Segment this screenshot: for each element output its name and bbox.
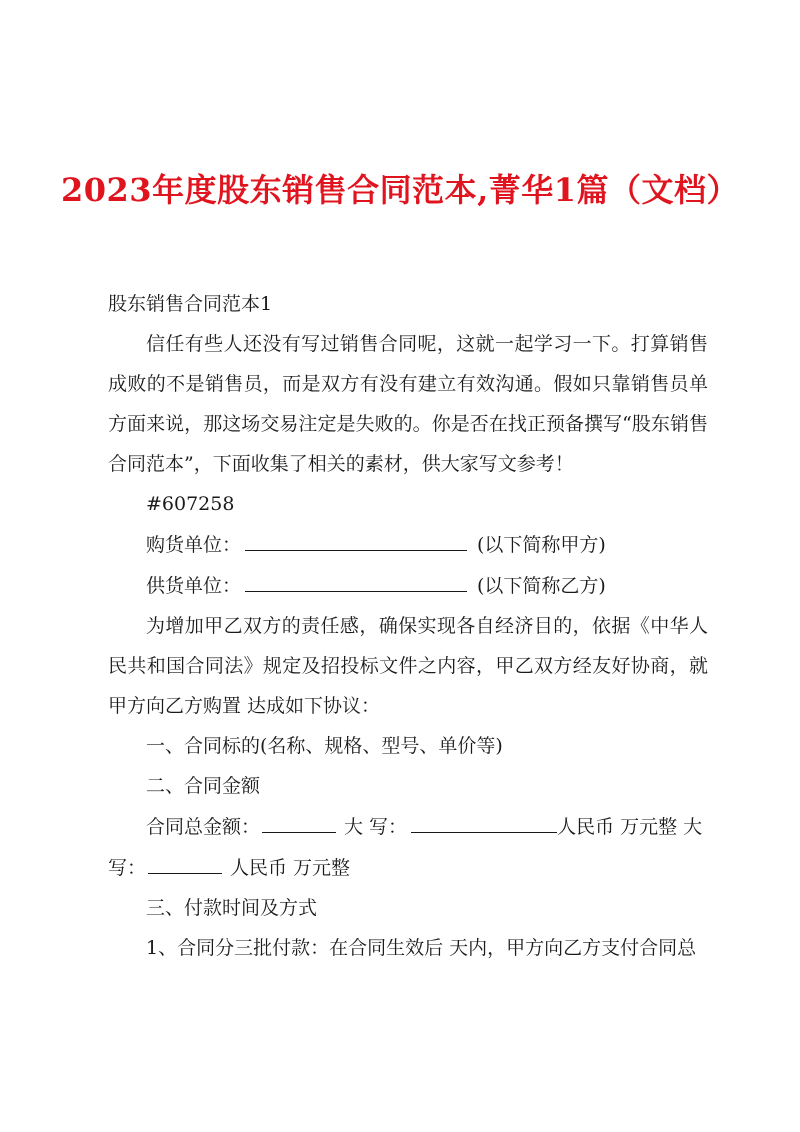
amount-unit: 人民币 万元整 大 [557,816,703,838]
amount-caps-blank [411,806,557,833]
amount-blank [262,806,336,833]
amount-label: 合同总金额： [146,816,261,838]
buyer-label: 购货单位： [146,534,242,556]
document-body [108,284,708,968]
section-1-heading: 一、合同标的(名称、规格、型号、单价等) [146,735,503,757]
supplier-label: 供货单位： [146,575,242,597]
purpose-paragraph: 为增加甲乙双方的责任感，确保实现各自经济目的，依据《中华人民共和国合同法》规定及招投标文件之内容，甲乙双方经友好协商，就甲方向乙方购置 达成如下协议： [108,615,708,717]
buyer-blank [245,524,467,551]
contract-number: #607258 [146,493,235,515]
supplier-blank [245,565,467,592]
payment-item-1: 1、合同分三批付款：在合同生效后 天内，甲方向乙方支付合同总 [146,937,697,959]
intro-paragraph: 信任有些人还没有写过销售合同呢，这就一起学习一下。打算销售成败的不是销售员，而是双方有没有建立有效沟通。假如只靠销售员单方面来说，那这场交易注定是失败的。你是否在找正预备撰写“股东销售合同范本”，下面收集了相关的素材，供大家写文参考！ [108,333,708,475]
section-subtitle: 股东销售合同范本1 [108,293,273,315]
supplier-line [108,565,708,606]
buyer-note: (以下简称甲方) [477,534,606,556]
amount-line-1 [108,806,708,847]
document-title: 2023年度股东销售合同范本,菁华1篇（文档） [61,171,739,209]
supplier-note: (以下简称乙方) [477,575,606,597]
amount-line-2 [108,847,708,888]
amount-line2-unit: 人民币 万元整 [230,857,351,879]
section-2-heading: 二、合同金额 [146,775,261,797]
section-3-heading: 三、付款时间及方式 [146,897,318,919]
amount-line2-blank [148,847,222,874]
amount-line2-label: 写： [108,857,147,879]
buyer-line [108,524,708,565]
amount-caps-label: 大 写： [344,816,408,838]
